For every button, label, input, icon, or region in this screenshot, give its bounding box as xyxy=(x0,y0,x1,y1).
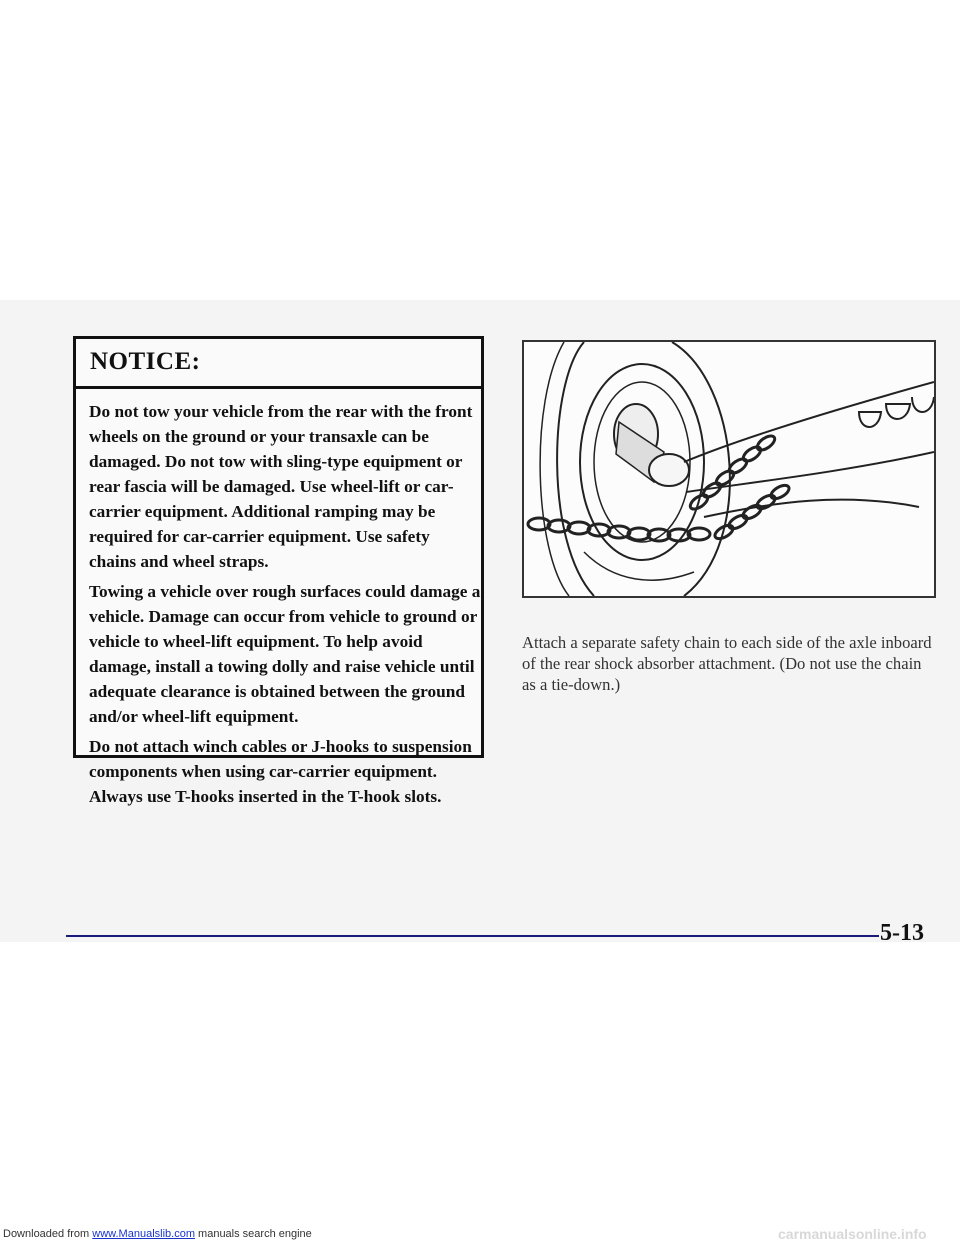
notice-paragraph: Do not attach winch cables or J-hooks to suspension components when using car-carrier equipment. Always use T-hooks inserted in the T-hook slots. xyxy=(89,737,472,806)
footer-suffix: manuals search engine xyxy=(194,1228,312,1240)
page-number: 5-13 xyxy=(880,920,924,946)
figure-caption: Attach a separate safety chain to each side of the axle inboard of the rear shock absorber attachment. (Do not use the chain as a tie-down.) xyxy=(522,633,932,694)
notice-header xyxy=(76,339,481,389)
tow-chain-illustration xyxy=(522,340,936,598)
footer-rule xyxy=(66,935,879,937)
notice-body xyxy=(89,399,481,814)
watermark: carmanualsonline.info xyxy=(778,1226,927,1242)
manualslib-link[interactable]: www.Manualslib.com xyxy=(92,1228,195,1240)
download-footer xyxy=(3,1228,312,1240)
notice-paragraph: Towing a vehicle over rough surfaces could damage a vehicle. Damage can occur from vehicle to ground or vehicle to wheel-lift equipment. To help avoid damage, install a towing dolly and raise vehicle until adequate clearance is obtained between the ground and/or wheel-lift equipment. xyxy=(89,582,481,726)
notice-paragraph: Do not tow your vehicle from the rear with the front wheels on the ground or your transaxle can be damaged. Do not tow with sling-type equipment or rear fascia will be damaged. Use wheel-lift or car-carrier equipment. Additional ramping may be required for car-carrier equipment. Use safety chains and wheel straps. xyxy=(89,402,473,571)
footer-prefix: Downloaded from xyxy=(3,1228,93,1240)
tow-safety-chain-illustration-icon xyxy=(524,342,934,596)
notice-box xyxy=(73,336,484,806)
notice-title: NOTICE: xyxy=(90,348,201,375)
